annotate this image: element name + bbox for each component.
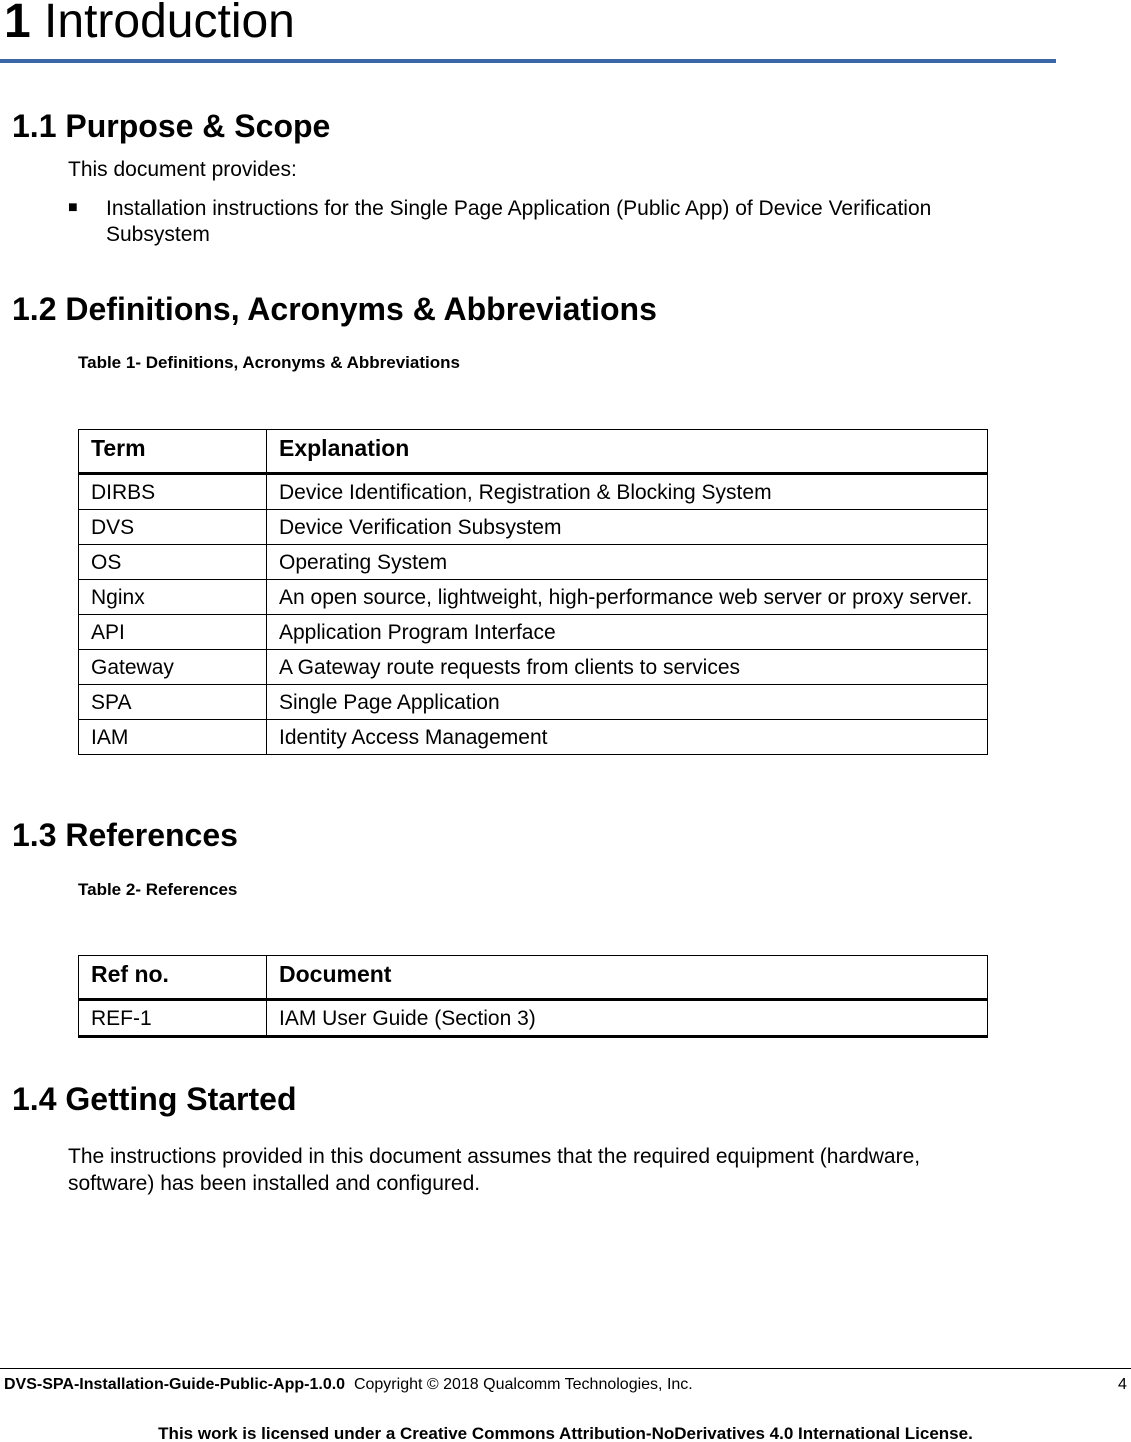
explanation-cell: Operating System xyxy=(267,545,988,580)
term-cell: SPA xyxy=(79,685,267,720)
explanation-cell: Single Page Application xyxy=(267,685,988,720)
column-header: Term xyxy=(79,430,267,474)
table-caption: Table 2- References xyxy=(78,880,238,899)
term-cell: OS xyxy=(79,545,267,580)
section-heading-getting-started: 1.4 Getting Started xyxy=(12,1081,297,1117)
column-header: Explanation xyxy=(267,430,988,474)
table-row xyxy=(79,580,988,615)
section-heading-references: 1.3 References xyxy=(12,817,238,853)
section-heading-purpose: 1.1 Purpose & Scope xyxy=(12,108,331,144)
section-heading-definitions: 1.2 Definitions, Acronyms & Abbreviations xyxy=(12,291,657,327)
term-cell: API xyxy=(79,615,267,650)
getting-started-text xyxy=(68,1143,920,1197)
intro-text: This document provides: xyxy=(68,158,297,181)
table-row xyxy=(79,720,988,755)
ref-number: REF-1 xyxy=(79,1000,267,1037)
license-notice: This work is licensed under a Creative Commons Attribution-NoDerivatives 4.0 International License. xyxy=(158,1424,973,1442)
table-row xyxy=(79,615,988,650)
explanation-cell: Identity Access Management xyxy=(267,720,988,755)
column-header: Document xyxy=(267,956,988,1000)
table-row xyxy=(79,650,988,685)
footer-text xyxy=(4,1376,693,1394)
table-row xyxy=(79,545,988,580)
chapter-heading xyxy=(4,0,295,52)
term-cell: DIRBS xyxy=(79,474,267,510)
table-row xyxy=(79,474,988,510)
document-id: DVS-SPA-Installation-Guide-Public-App-1.0.0 xyxy=(4,1376,346,1393)
table-caption: Table 1- Definitions, Acronyms & Abbreviations xyxy=(78,353,460,372)
table-header-row xyxy=(79,956,988,1000)
explanation-cell: Device Verification Subsystem xyxy=(267,510,988,545)
explanation-cell: Application Program Interface xyxy=(267,615,988,650)
bullet-icon: ■ xyxy=(68,199,78,216)
table-row xyxy=(79,685,988,720)
column-header: Ref no. xyxy=(79,956,267,1000)
table-row xyxy=(79,1000,988,1037)
paragraph-line: The instructions provided in this document assumes that the required equipment (hardware, xyxy=(68,1145,921,1168)
term-cell: Gateway xyxy=(79,650,267,685)
chapter-number: 1 xyxy=(4,0,31,48)
explanation-cell: An open source, lightweight, high-performance web server or proxy server. xyxy=(267,580,988,615)
table-row xyxy=(79,510,988,545)
footer-rule xyxy=(0,1368,1131,1369)
term-cell: IAM xyxy=(79,720,267,755)
term-cell: Nginx xyxy=(79,580,267,615)
definitions-table xyxy=(78,429,988,755)
bullet-item xyxy=(106,196,931,248)
references-table xyxy=(78,955,988,1038)
term-cell: DVS xyxy=(79,510,267,545)
ref-document: IAM User Guide (Section 3) xyxy=(267,1000,988,1037)
bullet-line: Installation instructions for the Single Page Application (Public App) of Device Verification xyxy=(106,197,932,220)
bullet-line: Subsystem xyxy=(106,223,210,246)
heading-rule xyxy=(0,59,1056,63)
explanation-cell: A Gateway route requests from clients to services xyxy=(267,650,988,685)
explanation-cell: Device Identification, Registration & Blocking System xyxy=(267,474,988,510)
copyright: Copyright © 2018 Qualcomm Technologies, Inc. xyxy=(353,1376,693,1393)
page-number: 4 xyxy=(1118,1376,1127,1393)
chapter-title: Introduction xyxy=(44,0,295,48)
table-header-row xyxy=(79,430,988,474)
paragraph-line: software) has been installed and configured. xyxy=(68,1172,481,1195)
